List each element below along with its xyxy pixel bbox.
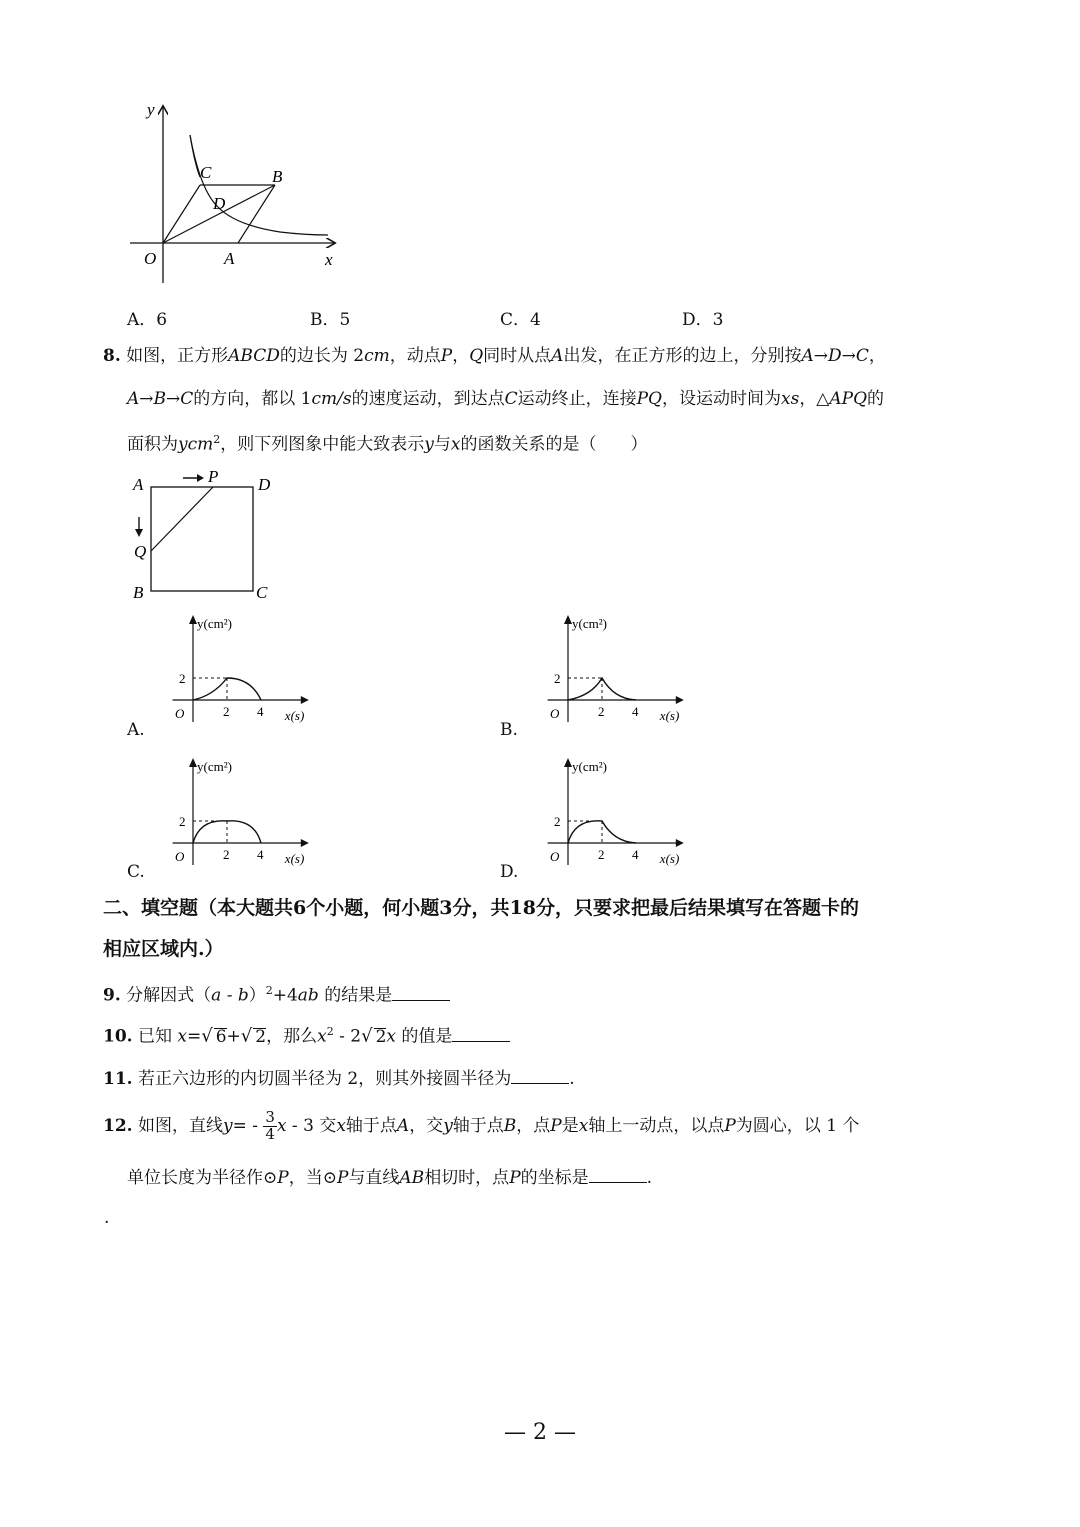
graph-d-ylabel: y(cm²)	[572, 759, 607, 774]
graph-c-xlabel: x(s)	[284, 851, 305, 866]
q8-graph-b[interactable]	[530, 612, 700, 736]
graph-a-ytick-2: 2	[179, 671, 186, 686]
q7-option-d[interactable]	[682, 305, 723, 330]
q10: 10. 已知 x=√ 6+√ 2，那么$x^2 - 2√$ 2x 的值是	[103, 1026, 510, 1046]
graph-d-xtick-2: 2	[598, 847, 605, 862]
graph-b-xtick-4: 4	[632, 704, 639, 719]
q11-answer-blank[interactable]	[511, 1069, 569, 1084]
option-letter: B．	[310, 310, 340, 330]
option-value: 4	[530, 310, 541, 330]
label-o: O	[144, 249, 157, 268]
graph-b-ylabel: y(cm²)	[572, 616, 607, 631]
graph-c-ytick-2: 2	[179, 814, 186, 829]
segment-pq	[151, 487, 213, 551]
graph-b-x-arrow	[676, 696, 684, 704]
graph-b-y-arrow	[564, 615, 572, 624]
graph-c-xtick-2: 2	[223, 847, 230, 862]
q10-answer-blank[interactable]	[452, 1027, 510, 1042]
section2-heading-line1: 二、填空题（本大题共6个小题，何小题3分，共18分，只要求把最后结果填写在答题卡的	[103, 897, 859, 919]
option-value: 3	[712, 310, 724, 330]
q12-line2: 单位长度为半径作⊙P，当⊙P与直线AB相切时，点P的坐标是 .	[127, 1168, 653, 1188]
graph-c-origin: O	[175, 849, 185, 864]
sq-label-c: C	[256, 583, 268, 602]
graph-b-svg	[530, 612, 700, 732]
q9: 9. 分解因式（a - b）$^2$+4ab 的结果是	[103, 985, 450, 1005]
q8-option-b-letter: B.	[500, 720, 518, 740]
label-d: D	[213, 194, 226, 213]
q8-line1: 8. 如图，正方形ABCD的边长为 2cm，动点P，Q同时从点A出发，在正方形的边上，分别按A→D→C，	[103, 346, 886, 366]
graph-b-xtick-2: 2	[598, 704, 605, 719]
option-value: 6	[156, 310, 168, 330]
q7-option-a[interactable]	[127, 305, 167, 330]
q8-graph-a[interactable]	[155, 612, 325, 736]
graph-a-xtick-2: 2	[223, 704, 230, 719]
q8-line3: 面积为ycm$^2$，则下列图象中能大致表示y与x的函数关系的是（ ）	[127, 433, 648, 455]
graph-a-xtick-4: 4	[257, 704, 264, 719]
q8-option-d-letter: D.	[500, 862, 519, 882]
graph-d-svg	[530, 755, 700, 875]
label-x: x	[325, 250, 333, 269]
q8-graph-d[interactable]	[530, 755, 700, 879]
q8-line2: A→B→C的方向，都以 1cm/s的速度运动，到达点C运动终止，连接PQ，设运动时间为xs，△APQ的	[127, 389, 885, 409]
q8-option-a-letter: A.	[127, 720, 145, 740]
q9-answer-blank[interactable]	[392, 986, 450, 1001]
option-value: 5	[339, 310, 351, 330]
sq-label-d: D	[258, 475, 271, 494]
sq-label-a: A	[133, 475, 144, 494]
sq-label-q: Q	[134, 542, 147, 561]
graph-a-y-arrow	[189, 615, 197, 624]
graph-b-origin: O	[550, 706, 560, 721]
q7-option-b[interactable]	[310, 305, 350, 330]
q7-figure	[120, 95, 350, 285]
graph-d-ytick-2: 2	[554, 814, 561, 829]
graph-c-xtick-4: 4	[257, 847, 264, 862]
graph-b-xlabel: x(s)	[659, 708, 680, 723]
segment-ba	[238, 185, 275, 243]
graph-c-svg	[155, 755, 325, 875]
sq-label-p: P	[208, 467, 219, 486]
graph-a-x-arrow	[301, 696, 309, 704]
q11: 11. 若正六边形的内切圆半径为 2，则其外接圆半径为 .	[103, 1069, 575, 1089]
graph-c-y-arrow	[189, 758, 197, 767]
label-c: C	[200, 163, 212, 182]
label-b: B	[272, 167, 283, 186]
segment-oc	[163, 185, 200, 243]
square-abcd	[151, 487, 253, 591]
graph-d-x-arrow	[676, 839, 684, 847]
option-letter: C．	[500, 310, 531, 330]
q8-option-c-letter: C.	[127, 862, 145, 882]
label-y: y	[147, 100, 155, 119]
option-letter: A．	[127, 310, 157, 330]
q12-answer-blank[interactable]	[589, 1168, 647, 1183]
graph-d-xlabel: x(s)	[659, 851, 680, 866]
graph-c-x-arrow	[301, 839, 309, 847]
q7-option-c[interactable]	[500, 305, 541, 330]
graph-d-y-arrow	[564, 758, 572, 767]
q12-line1: 12. 如图，直线y= - $\frac{3}{4}$ x - 3 交x轴于点A，交y轴于点B，点P是x轴上一动点，以点P为圆心，以 1 个	[103, 1108, 860, 1143]
graph-b-ytick-2: 2	[554, 671, 561, 686]
graph-d-xtick-4: 4	[632, 847, 639, 862]
label-a: A	[224, 249, 235, 268]
sq-label-b: B	[133, 583, 144, 602]
fraction-3-4: $\frac{3}{4}$	[265, 1108, 275, 1143]
q8-square-figure	[125, 465, 285, 605]
q8-graph-c[interactable]	[155, 755, 325, 879]
graph-a-origin: O	[175, 706, 185, 721]
graph-a-svg	[155, 612, 325, 732]
graph-d-origin: O	[550, 849, 560, 864]
graph-a-xlabel: x(s)	[284, 708, 305, 723]
graph-c-ylabel: y(cm²)	[197, 759, 232, 774]
stray-dot: .	[104, 1208, 110, 1228]
section2-heading-line2: 相应区域内.）	[103, 938, 224, 960]
graph-a-ylabel: y(cm²)	[197, 616, 232, 631]
page-number: — 2 —	[504, 1420, 576, 1445]
option-letter: D．	[682, 310, 713, 330]
